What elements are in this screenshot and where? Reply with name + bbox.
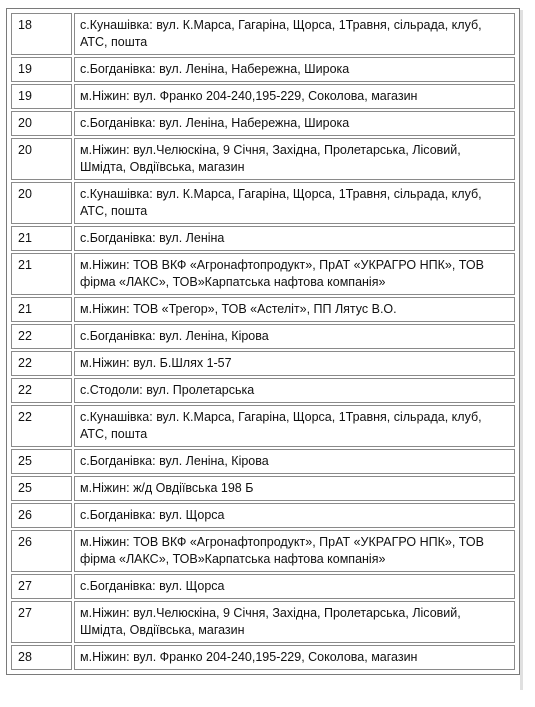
address-cell: с.Богданівка: вул. Щорса bbox=[74, 574, 515, 599]
table-row bbox=[11, 13, 515, 55]
date-cell: 26 bbox=[11, 530, 72, 572]
table-row bbox=[11, 253, 515, 295]
address-cell: м.Ніжин: вул.Челюскіна, 9 Січня, Західна, Пролетарська, Лісовий, Шмідта, Овдіївська, магазин bbox=[74, 138, 515, 180]
address-cell: с.Кунашівка: вул. К.Марса, Гагаріна, Щорса, 1Травня, сільрада, клуб, АТС, пошта bbox=[74, 182, 515, 224]
outage-schedule-table bbox=[6, 8, 520, 675]
date-cell: 25 bbox=[11, 449, 72, 474]
date-cell: 22 bbox=[11, 378, 72, 403]
address-cell: с.Кунашівка: вул. К.Марса, Гагаріна, Щорса, 1Травня, сільрада, клуб, АТС, пошта bbox=[74, 405, 515, 447]
table-row bbox=[11, 111, 515, 136]
date-cell: 27 bbox=[11, 574, 72, 599]
date-cell: 27 bbox=[11, 601, 72, 643]
page-edge-shadow bbox=[520, 10, 523, 690]
date-cell: 22 bbox=[11, 405, 72, 447]
table-row bbox=[11, 601, 515, 643]
table-row bbox=[11, 297, 515, 322]
address-cell: м.Ніжин: ж/д Овдіївська 198 Б bbox=[74, 476, 515, 501]
address-cell: с.Богданівка: вул. Леніна bbox=[74, 226, 515, 251]
table-row bbox=[11, 476, 515, 501]
date-cell: 21 bbox=[11, 297, 72, 322]
date-cell: 20 bbox=[11, 138, 72, 180]
address-cell: с.Богданівка: вул. Щорса bbox=[74, 503, 515, 528]
address-cell: с.Богданівка: вул. Леніна, Кірова bbox=[74, 324, 515, 349]
address-cell: м.Ніжин: ТОВ ВКФ «Агронафтопродукт», ПрАТ «УКРАГРО НПК», ТОВ фірма «ЛАКС», ТОВ»Карпатська нафтова компанія» bbox=[74, 530, 515, 572]
date-cell: 18 bbox=[11, 13, 72, 55]
date-cell: 22 bbox=[11, 351, 72, 376]
table-row bbox=[11, 84, 515, 109]
address-cell: м.Ніжин: вул. Б.Шлях 1-57 bbox=[74, 351, 515, 376]
table-row bbox=[11, 503, 515, 528]
address-cell: м.Ніжин: ТОВ ВКФ «Агронафтопродукт», ПрАТ «УКРАГРО НПК», ТОВ фірма «ЛАКС», ТОВ»Карпатська нафтова компанія» bbox=[74, 253, 515, 295]
date-cell: 25 bbox=[11, 476, 72, 501]
table-row bbox=[11, 449, 515, 474]
address-cell: с.Стодоли: вул. Пролетарська bbox=[74, 378, 515, 403]
address-cell: с.Богданівка: вул. Леніна, Набережна, Широка bbox=[74, 57, 515, 82]
date-cell: 26 bbox=[11, 503, 72, 528]
address-cell: с.Кунашівка: вул. К.Марса, Гагаріна, Щорса, 1Травня, сільрада, клуб, АТС, пошта bbox=[74, 13, 515, 55]
table-row bbox=[11, 405, 515, 447]
date-cell: 28 bbox=[11, 645, 72, 670]
address-cell: м.Ніжин: вул. Франко 204-240,195-229, Соколова, магазин bbox=[74, 645, 515, 670]
schedule-body bbox=[11, 13, 515, 670]
date-cell: 20 bbox=[11, 182, 72, 224]
table-row bbox=[11, 226, 515, 251]
address-cell: м.Ніжин: вул.Челюскіна, 9 Січня, Західна, Пролетарська, Лісовий, Шмідта, Овдіївська, магазин bbox=[74, 601, 515, 643]
table-row bbox=[11, 57, 515, 82]
address-cell: с.Богданівка: вул. Леніна, Набережна, Широка bbox=[74, 111, 515, 136]
date-cell: 22 bbox=[11, 324, 72, 349]
schedule-grid bbox=[9, 11, 517, 672]
date-cell: 19 bbox=[11, 57, 72, 82]
table-row bbox=[11, 324, 515, 349]
table-row bbox=[11, 182, 515, 224]
date-cell: 20 bbox=[11, 111, 72, 136]
table-row bbox=[11, 645, 515, 670]
table-row bbox=[11, 138, 515, 180]
address-cell: м.Ніжин: вул. Франко 204-240,195-229, Соколова, магазин bbox=[74, 84, 515, 109]
date-cell: 21 bbox=[11, 253, 72, 295]
date-cell: 19 bbox=[11, 84, 72, 109]
date-cell: 21 bbox=[11, 226, 72, 251]
table-row bbox=[11, 574, 515, 599]
table-row bbox=[11, 530, 515, 572]
table-row bbox=[11, 378, 515, 403]
table-row bbox=[11, 351, 515, 376]
address-cell: м.Ніжин: ТОВ «Трегор», ТОВ «Астеліт», ПП Лятус В.О. bbox=[74, 297, 515, 322]
address-cell: с.Богданівка: вул. Леніна, Кірова bbox=[74, 449, 515, 474]
